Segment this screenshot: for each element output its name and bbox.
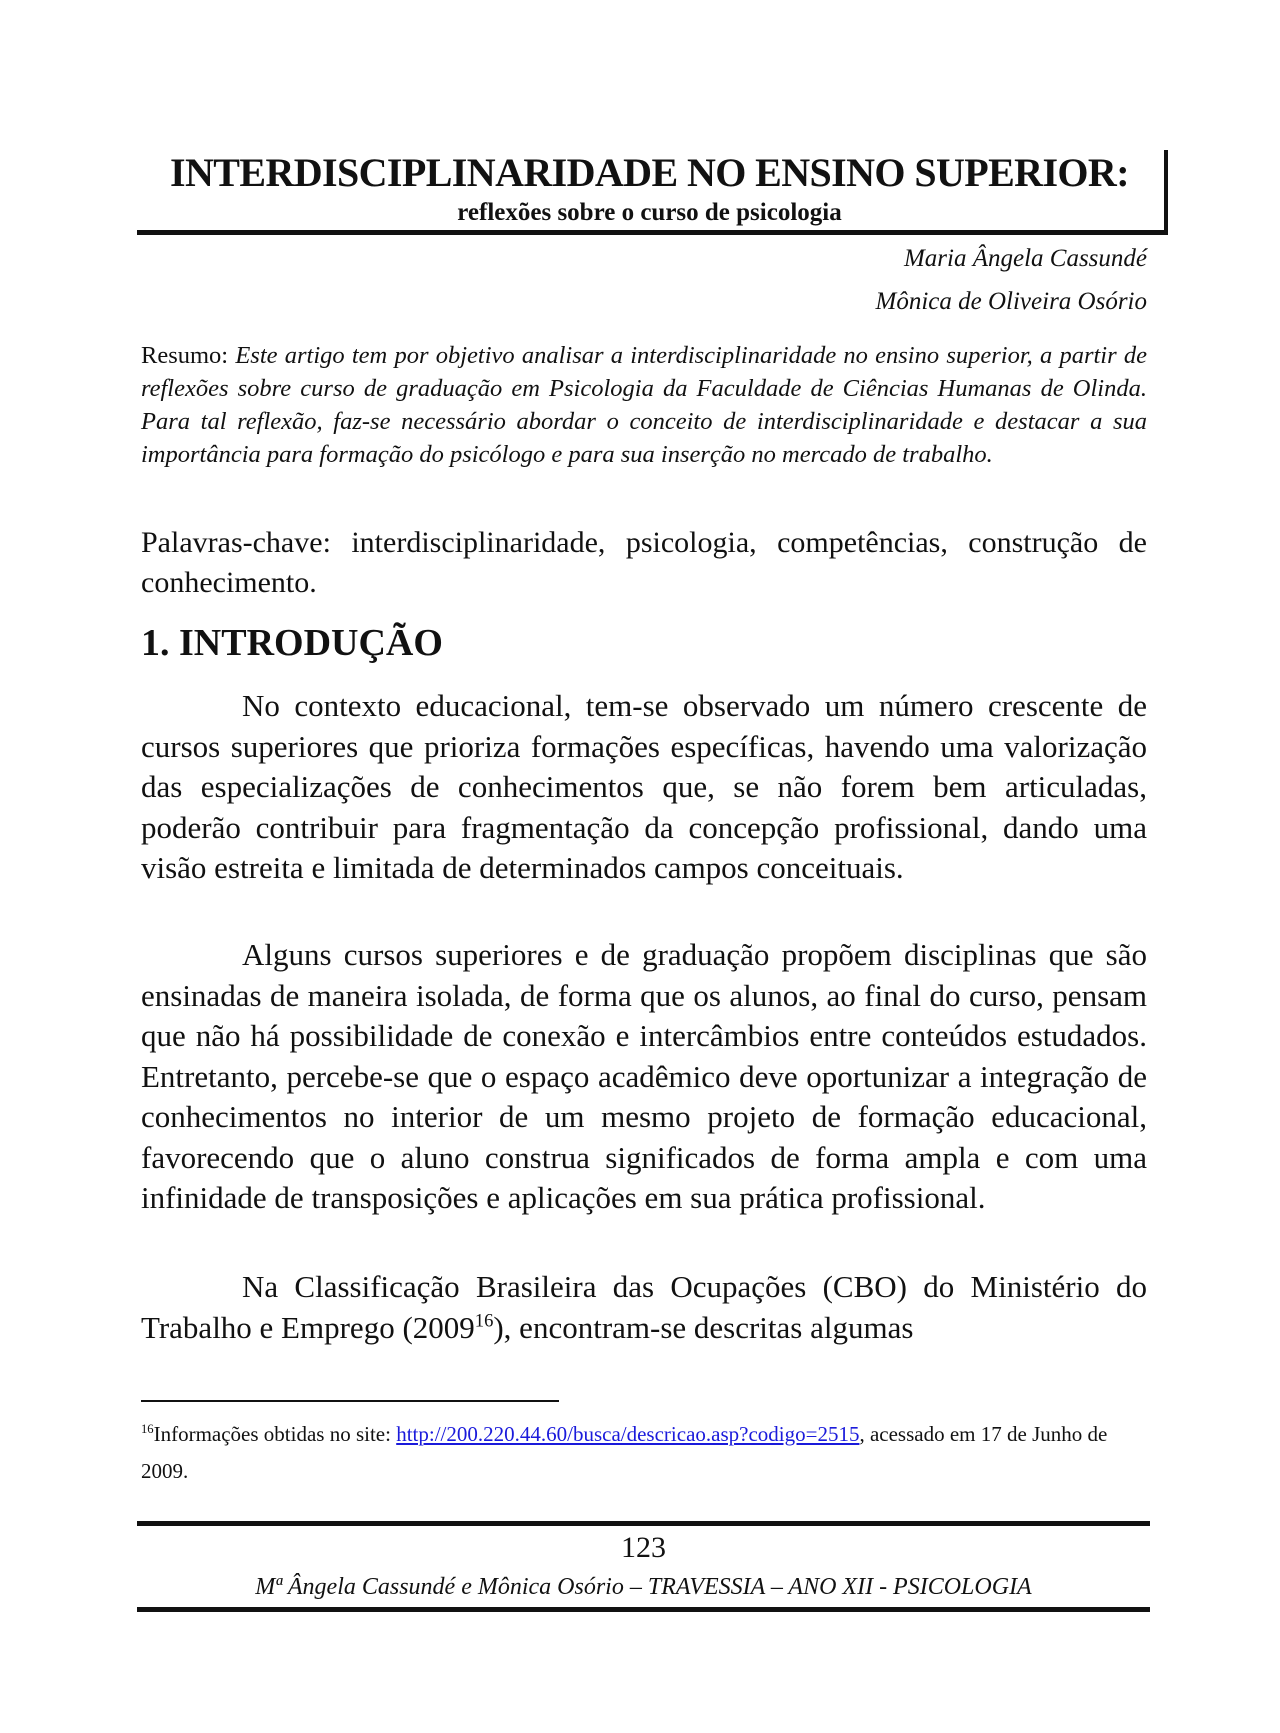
paragraph-3 <box>141 1267 1147 1348</box>
footnote-marker: 16 <box>141 1422 154 1436</box>
keywords: Palavras-chave: interdisciplinaridade, psicologia, competências, construção de conhecimento. <box>141 526 1147 599</box>
footnote <box>141 1416 1151 1490</box>
author-1: Maria Ângela Cassundé <box>903 245 1147 272</box>
footnote-reference: 16 <box>474 1310 494 1332</box>
abstract-text: Este artigo tem por objetivo analisar a interdisciplinaridade no ensino superior, a partir de reflexões sobre curso de graduação em Psicologia da Faculdade de Ciências Humanas de Olinda. Para tal reflexão, faz-se necessário abordar o conceito de interdisciplinaridade e destacar a sua importância para formação do psicólogo e para sua inserção no mercado de trabalho. <box>141 342 1147 468</box>
abstract <box>141 339 1147 471</box>
footnote-text-end: , acessado em 17 de Junho de 2009. <box>141 1422 1108 1483</box>
footnote-link[interactable]: http://200.220.44.60/busca/descricao.asp?codigo=2515 <box>396 1422 860 1446</box>
paragraph-2: Alguns cursos superiores e de graduação propõem disciplinas que são ensinadas de maneira isolada, de forma que os alunos, ao final do curso, pensam que não há possibilidade de conexão e intercâmbios entre conteúdos estudados. Entretanto, percebe-se que o espaço acadêmico deve oportunizar a integração de conhecimentos no interior de um mesmo projeto de formação educacional, favorecendo que o aluno construa significados de forma ampla e com uma infinidade de transposições e aplicações em sua prática profissional. <box>141 937 1147 1215</box>
abstract-label: Resumo: <box>141 342 236 369</box>
title-block <box>137 150 1168 235</box>
paragraph-3-text-end: ), encontram-se descritas algumas <box>493 1309 914 1345</box>
paragraph-3-text: Na Classificação Brasileira das Ocupações (CBO) do Ministério do Trabalho e Emprego (2009 <box>141 1269 1147 1345</box>
footnote-text: Informações obtidas no site: <box>153 1422 397 1446</box>
footer-rule-top <box>137 1521 1150 1526</box>
article-subtitle: reflexões sobre o curso de psicologia <box>457 199 842 226</box>
paragraph-1: No contexto educacional, tem-se observado um número crescente de cursos superiores que prioriza formações específicas, havendo uma valorização das especializações de conhecimentos que, se não forem bem articuladas, poderão contribuir para fragmentação da concepção profissional, dando uma visão estreita e limitada de determinados campos conceituais. <box>141 688 1147 885</box>
article-title: INTERDISCIPLINARIDADE NO ENSINO SUPERIOR: <box>170 150 1129 195</box>
author-2: Mônica de Oliveira Osório <box>875 288 1147 315</box>
section-heading: 1. INTRODUÇÃO <box>141 622 443 664</box>
footer-rule-bottom <box>137 1607 1150 1612</box>
footnote-separator <box>141 1400 559 1402</box>
running-footer: Mª Ângela Cassundé e Mônica Osório – TRAVESSIA – ANO XII - PSICOLOGIA <box>255 1574 1032 1600</box>
page-number: 123 <box>621 1531 666 1564</box>
